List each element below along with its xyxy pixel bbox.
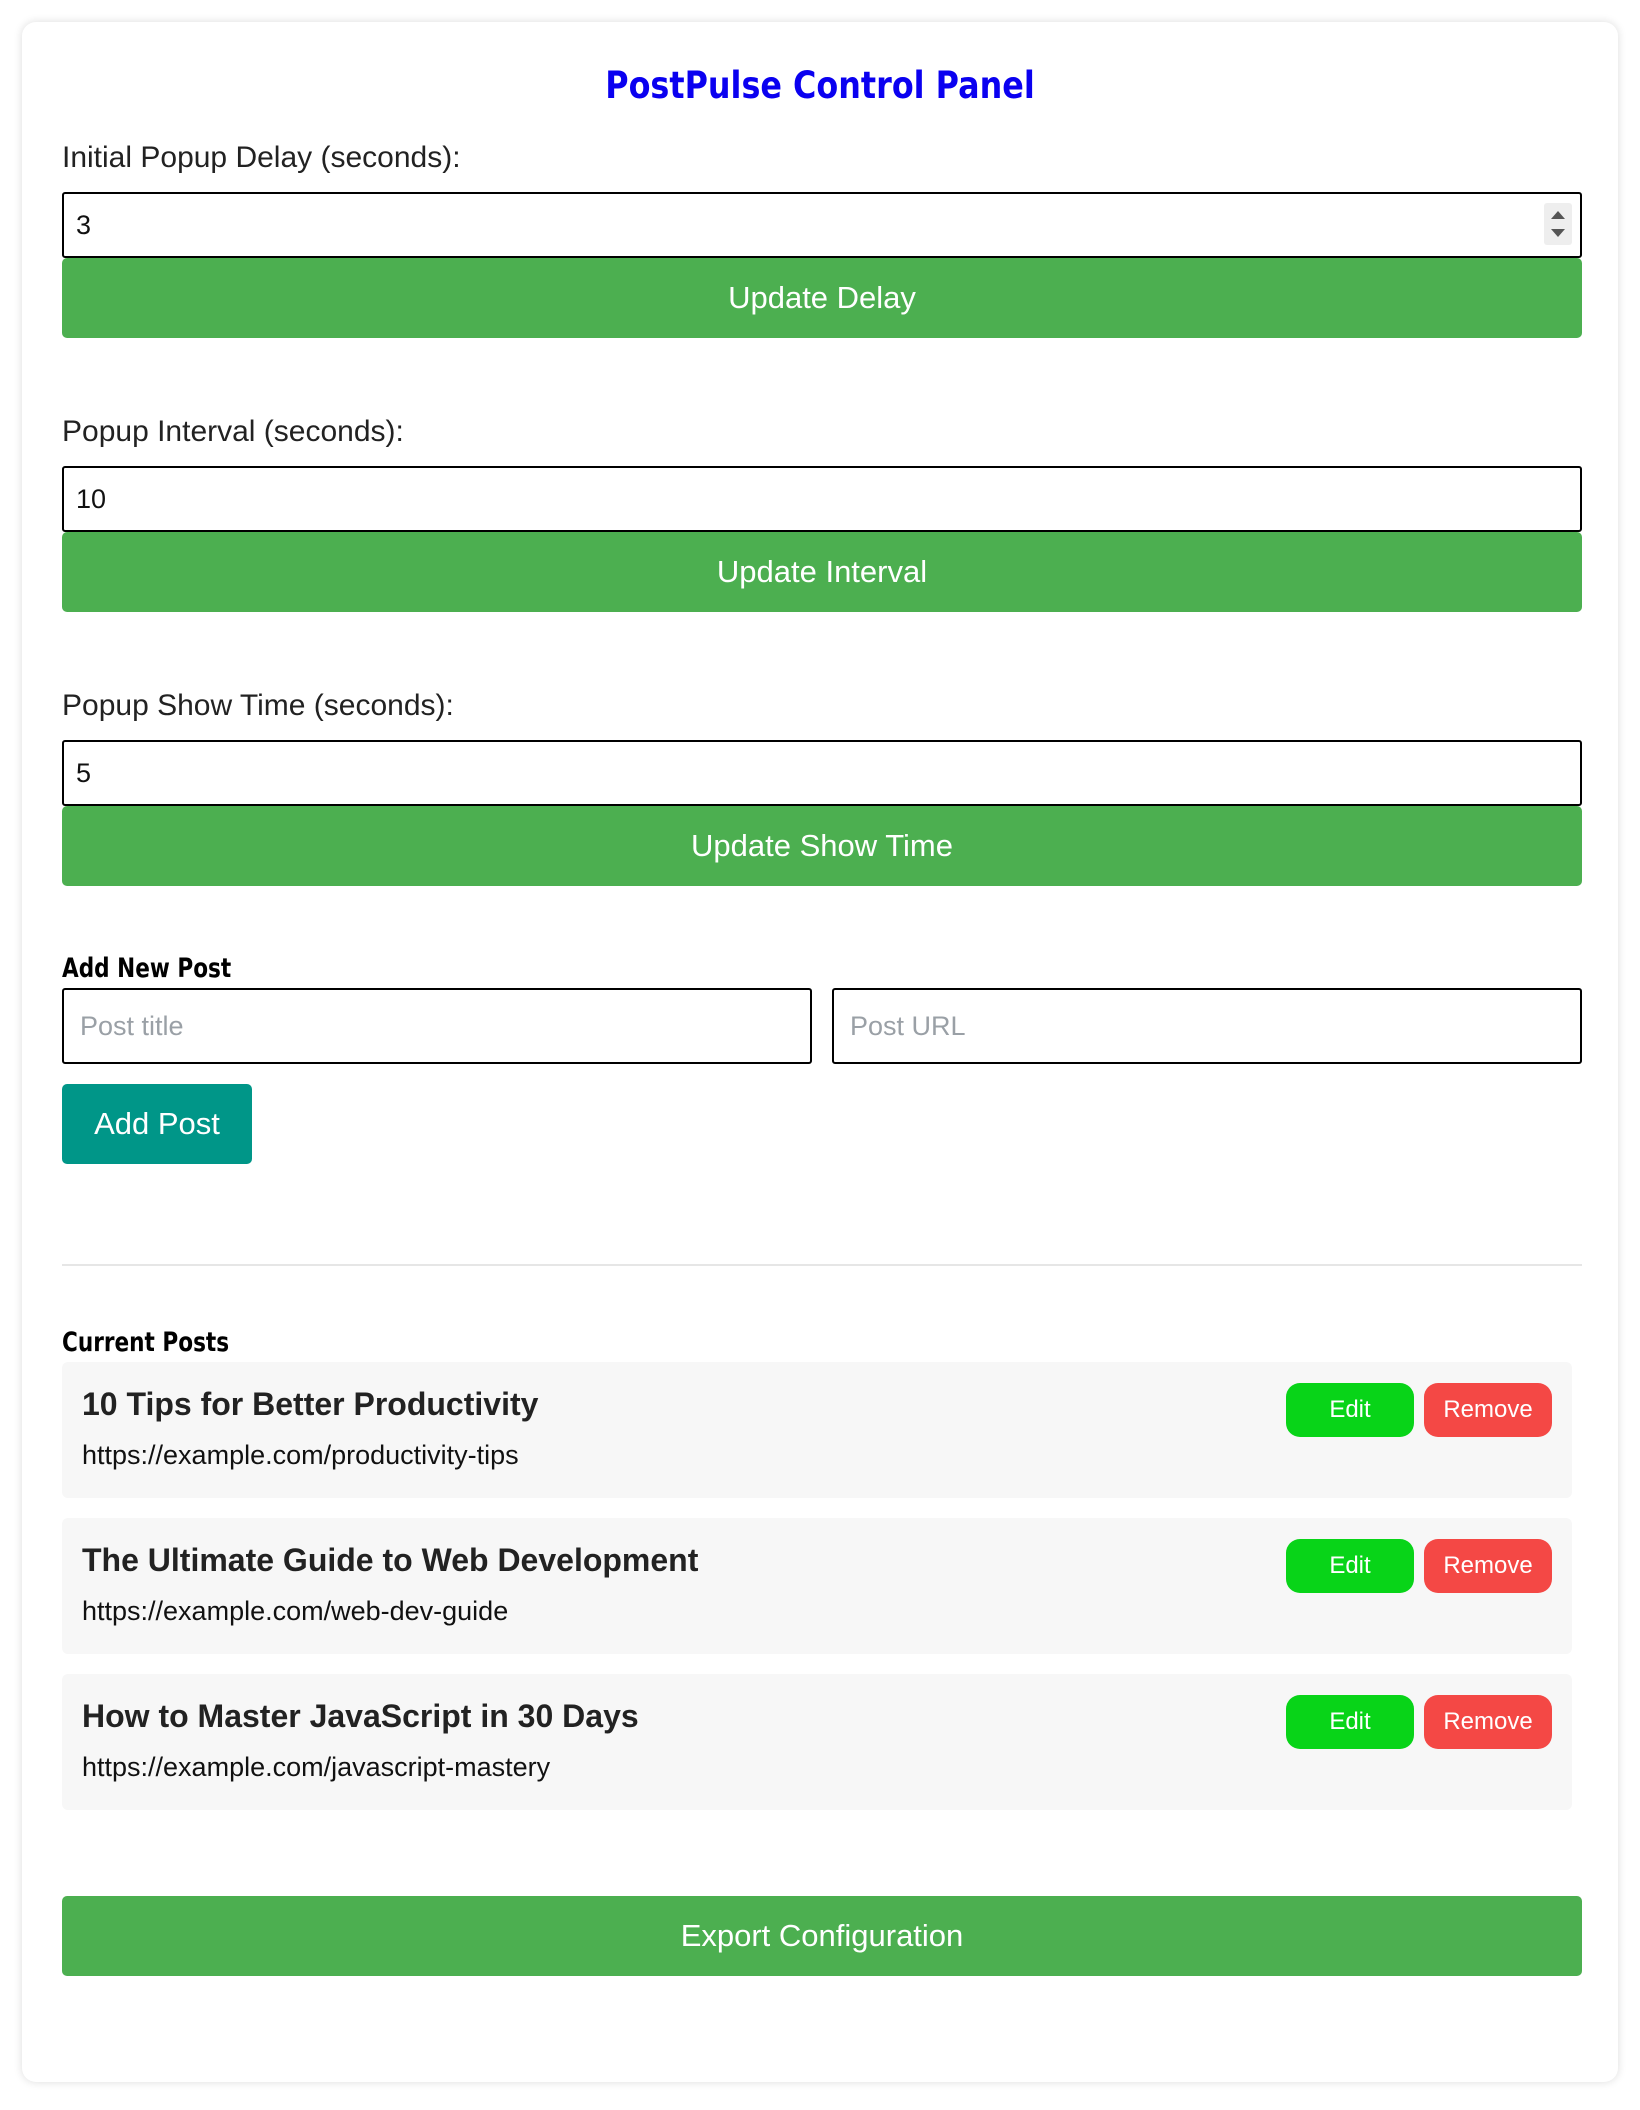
page-title: PostPulse Control Panel [605, 64, 1035, 107]
show-time-section [62, 688, 1582, 886]
post-item [62, 1518, 1572, 1654]
spinner-down-icon[interactable] [1551, 229, 1565, 237]
delay-value: 3 [76, 210, 92, 240]
post-title: The Ultimate Guide to Web Development [82, 1542, 699, 1578]
remove-button[interactable]: Remove [1424, 1383, 1552, 1437]
delay-section [62, 140, 1582, 338]
show-time-input[interactable] [62, 740, 1582, 806]
delay-label: Initial Popup Delay (seconds): [62, 141, 461, 174]
post-item [62, 1674, 1572, 1810]
post-url: https://example.com/web-dev-guide [82, 1596, 509, 1626]
add-post-form [62, 988, 1582, 1064]
edit-button[interactable]: Edit [1286, 1695, 1414, 1749]
update-show-time-button[interactable]: Update Show Time [62, 806, 1582, 886]
post-title: How to Master JavaScript in 30 Days [82, 1698, 639, 1734]
delay-input[interactable] [62, 192, 1582, 258]
export-configuration-button[interactable]: Export Configuration [62, 1896, 1582, 1976]
interval-input[interactable] [62, 466, 1582, 532]
spinner-up-icon[interactable] [1551, 211, 1565, 219]
interval-label: Popup Interval (seconds): [62, 415, 404, 448]
post-url: https://example.com/productivity-tips [82, 1440, 519, 1470]
update-delay-button[interactable]: Update Delay [62, 258, 1582, 338]
post-url: https://example.com/javascript-mastery [82, 1752, 551, 1782]
show-time-label: Popup Show Time (seconds): [62, 689, 454, 722]
post-title-input[interactable]: Post title [62, 988, 812, 1064]
post-title: 10 Tips for Better Productivity [82, 1386, 539, 1422]
delay-spinner[interactable] [1544, 203, 1572, 245]
add-post-button[interactable]: Add Post [62, 1084, 252, 1164]
show-time-value: 5 [76, 758, 92, 788]
edit-button[interactable]: Edit [1286, 1539, 1414, 1593]
divider [62, 1264, 1582, 1266]
interval-value: 10 [76, 484, 107, 514]
add-post-heading: Add New Post [62, 953, 232, 984]
post-url-input[interactable]: Post URL [832, 988, 1582, 1064]
edit-button[interactable]: Edit [1286, 1383, 1414, 1437]
current-posts-heading: Current Posts [62, 1327, 230, 1358]
update-interval-button[interactable]: Update Interval [62, 532, 1582, 612]
remove-button[interactable]: Remove [1424, 1695, 1552, 1749]
post-item [62, 1362, 1572, 1498]
remove-button[interactable]: Remove [1424, 1539, 1552, 1593]
interval-section [62, 414, 1582, 612]
control-panel [22, 22, 1618, 2082]
